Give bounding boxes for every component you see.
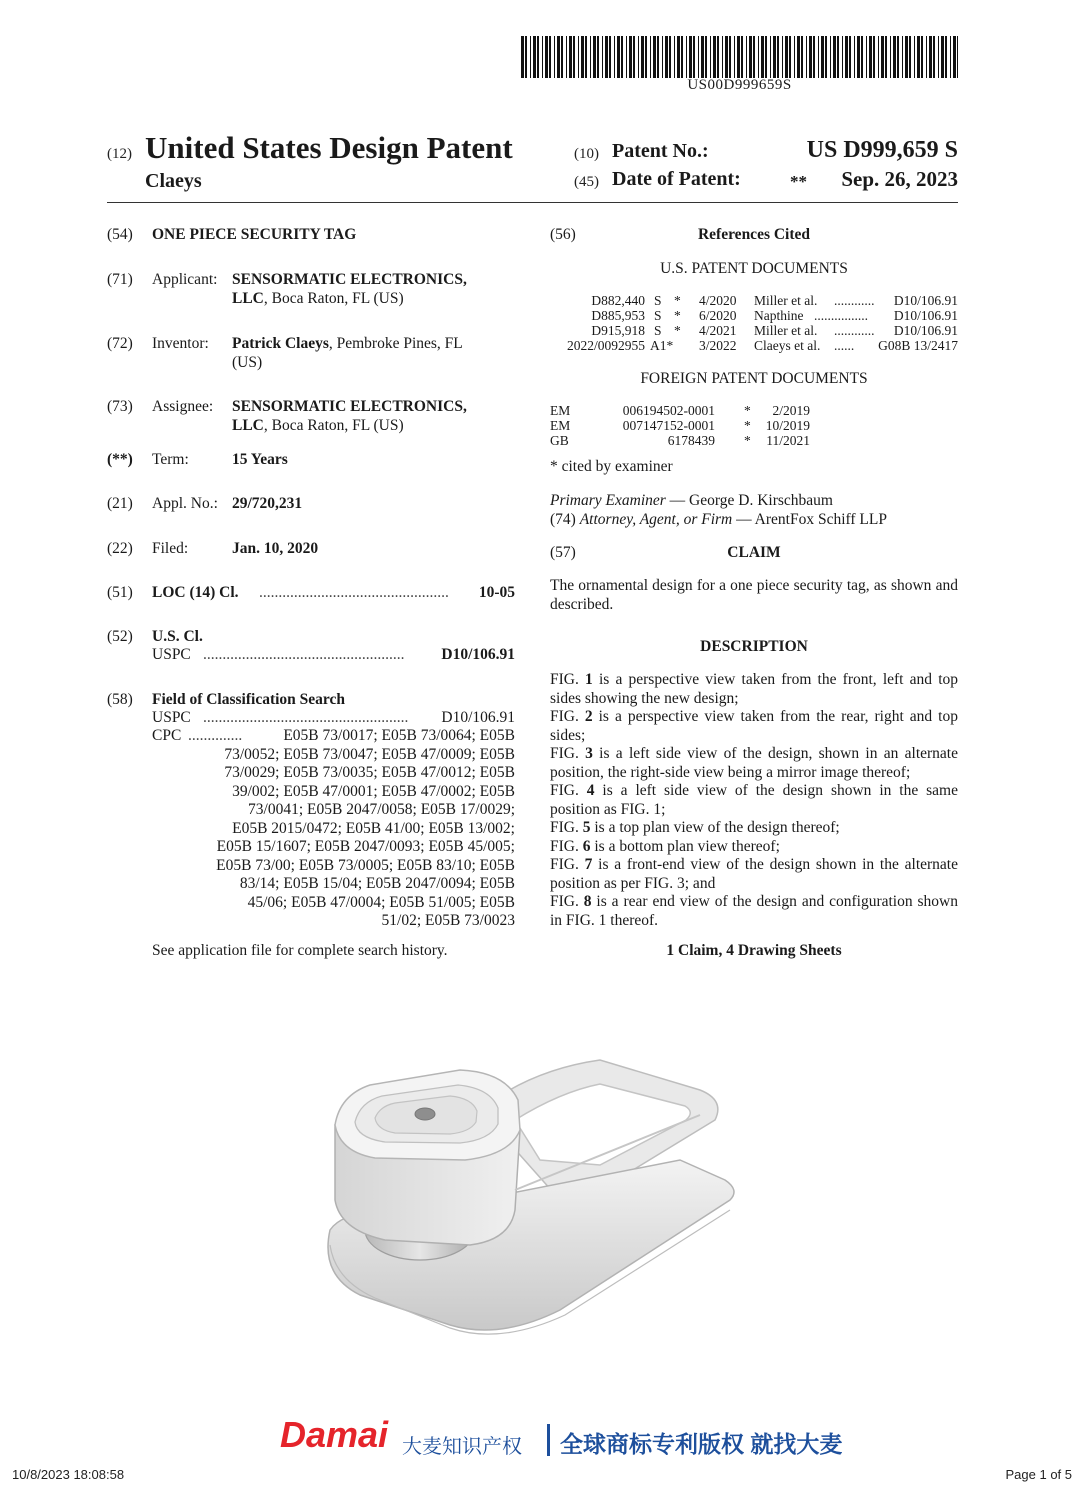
fig-text: is a bottom plan view thereof; <box>590 837 780 855</box>
foreign-star: * <box>744 433 751 448</box>
barcode-bar <box>614 36 615 78</box>
page-indicator: Page 1 of 5 <box>1005 1467 1072 1482</box>
foreign-ref-row <box>550 433 958 448</box>
cpc-list <box>187 727 515 931</box>
barcode-bar <box>929 36 932 78</box>
barcode-bar <box>617 36 620 78</box>
barcode-bar <box>866 36 867 78</box>
ref-date: 4/2021 <box>699 323 737 338</box>
inventor-location-b: (US) <box>232 353 263 371</box>
uspc-label: USPC <box>152 646 191 663</box>
cpc-line: 83/14; E05B 15/04; E05B 2047/0094; E05B <box>239 875 515 892</box>
barcode-bar <box>818 36 819 78</box>
assignee-name-b: LLC <box>232 416 264 434</box>
inventor-label: Inventor: <box>152 335 209 352</box>
barcode-bar <box>530 36 531 78</box>
fig-description <box>550 893 958 930</box>
applicant-location: , Boca Raton, FL (US) <box>263 289 404 307</box>
barcode-bar <box>777 36 779 78</box>
ref-class: D10/106.91 <box>893 323 958 338</box>
foreign-country: GB <box>550 433 569 448</box>
foreign-ref-row <box>550 418 958 433</box>
code-12: (12) <box>107 146 132 162</box>
barcode-bar <box>926 36 927 78</box>
barcode-bar <box>953 36 956 78</box>
foreign-star: * <box>744 403 751 418</box>
barcode-bar <box>713 36 716 78</box>
barcode-bar <box>585 36 587 78</box>
print-timestamp: 10/8/2023 18:08:58 <box>12 1467 125 1482</box>
claims-summary: 1 Claim, 4 Drawing Sheets <box>666 942 842 959</box>
barcode-bar <box>573 36 575 78</box>
code-10: (10) <box>574 146 599 162</box>
barcode-bar <box>698 36 699 78</box>
code-51: (51) <box>107 584 133 601</box>
applicant-value <box>232 271 517 308</box>
barcode-bar <box>662 36 663 78</box>
barcode-bar <box>669 36 671 78</box>
code-73: (73) <box>107 398 133 415</box>
barcode-bar <box>905 36 908 78</box>
uspc-value: D10/106.91 <box>441 646 515 663</box>
fig-prefix: FIG. <box>550 708 585 725</box>
inventor-surname: Claeys <box>145 170 202 192</box>
cpc-line: 51/02; E05B 73/0023 <box>381 912 515 929</box>
appl-no-label: Appl. No.: <box>152 495 218 512</box>
barcode-bar <box>773 36 776 78</box>
ref-doc: D885,953 <box>591 308 645 323</box>
claim-heading-row <box>550 544 958 563</box>
cpc-line: E05B 73/0017; E05B 73/0064; E05B <box>283 727 515 744</box>
barcode-bar <box>633 36 635 78</box>
cited-by-examiner-note: * cited by examiner <box>550 458 673 475</box>
foreign-doc: 006194502-0001 <box>622 403 715 418</box>
barcode-bar <box>885 36 887 78</box>
fig-description <box>550 782 958 819</box>
search-uspc-value: D10/106.91 <box>441 709 515 726</box>
foreign-ref-row <box>550 403 958 418</box>
brand-divider <box>547 1424 550 1456</box>
filed-label: Filed: <box>152 540 189 557</box>
patent-date: Sep. 26, 2023 <box>841 167 958 191</box>
applicant-label: Applicant: <box>152 271 218 288</box>
fig-number: 4 <box>586 782 595 799</box>
barcode-bar <box>917 36 920 78</box>
barcode-bar <box>869 36 872 78</box>
fig-prefix: FIG. <box>550 671 586 688</box>
barcode-bar <box>809 36 812 78</box>
barcode-bar <box>590 36 591 78</box>
us-docs-heading: U.S. PATENT DOCUMENTS <box>660 260 848 277</box>
ref-dots: ............ <box>834 293 875 308</box>
ref-name: Miller et al. <box>754 293 818 308</box>
barcode-bar <box>701 36 704 78</box>
barcode-bar <box>533 36 536 78</box>
foreign-doc: 007147152-0001 <box>622 418 715 433</box>
barcode <box>521 36 958 78</box>
barcode-bar <box>638 36 639 78</box>
foreign-docs-heading: FOREIGN PATENT DOCUMENTS <box>640 370 868 387</box>
search-uspc-dots: ..................................................... <box>203 709 409 726</box>
barcode-bar <box>686 36 687 78</box>
references-cited-title: References Cited <box>697 226 811 243</box>
code-21: (21) <box>107 495 133 512</box>
ref-star: * <box>674 323 681 338</box>
barcode-bar <box>549 36 551 78</box>
fig-description <box>550 856 958 893</box>
barcode-bar <box>681 36 683 78</box>
ref-date: 4/2020 <box>699 293 737 308</box>
fig-text: is a rear end view of the design and configuration shown in FIG. 1 thereof. <box>550 893 958 929</box>
patent-number: US D999,659 S <box>806 137 958 163</box>
barcode-bar <box>893 36 896 78</box>
damai-logo <box>280 1414 388 1456</box>
barcode-bar <box>521 36 524 78</box>
barcode-bar <box>890 36 891 78</box>
barcode-bar <box>789 36 791 78</box>
cpc-line: 39/002; E05B 47/0001; E05B 47/0002; E05B <box>232 782 515 800</box>
ref-date: 6/2020 <box>699 308 737 323</box>
loc-value: 10-05 <box>478 584 515 601</box>
search-uspc-label: USPC <box>152 709 191 726</box>
barcode-bar <box>621 36 623 78</box>
barcode-bar <box>557 36 560 78</box>
barcode-bar <box>813 36 815 78</box>
barcode-bar <box>677 36 680 78</box>
barcode-bar <box>593 36 596 78</box>
barcode-bar <box>945 36 947 78</box>
barcode-bar <box>578 36 579 78</box>
barcode-bar <box>749 36 752 78</box>
term-label: Term: <box>152 451 189 468</box>
barcode-bar <box>554 36 555 78</box>
foreign-date: 2/2019 <box>772 403 810 418</box>
barcode-bar <box>605 36 608 78</box>
attorney-value: — ArentFox Schiff LLP <box>732 511 887 528</box>
cpc-line: E05B 15/1607; E05B 2047/0093; E05B 45/005; <box>216 838 515 855</box>
ref-class: G08B 13/2417 <box>878 338 958 353</box>
ref-dots: ............ <box>834 323 875 338</box>
us-cl-label: U.S. Cl. <box>152 628 203 645</box>
barcode-bar <box>909 36 911 78</box>
barcode-bar <box>857 36 860 78</box>
barcode-bar <box>753 36 755 78</box>
barcode-bar <box>938 36 939 78</box>
barcode-bar <box>821 36 824 78</box>
assignee-location: , Boca Raton, FL (US) <box>263 416 404 434</box>
barcode-bar <box>650 36 651 78</box>
barcode-bar <box>602 36 603 78</box>
cpc-line: 73/0029; E05B 73/0035; E05B 47/0012; E05B <box>224 764 515 781</box>
ref-class: D10/106.91 <box>893 308 958 323</box>
code-45: (45) <box>574 174 599 190</box>
barcode-bar <box>741 36 743 78</box>
fig-description <box>550 819 958 838</box>
brand-chinese-name: 大麦知识产权 <box>402 1436 522 1458</box>
fig-description <box>550 708 958 745</box>
assignee-name-a: SENSORMATIC ELECTRONICS, <box>232 398 467 415</box>
fig-prefix: FIG. <box>550 819 583 836</box>
fig-prefix: FIG. <box>550 745 586 762</box>
fig-number: 8 <box>583 893 592 910</box>
foreign-star: * <box>744 418 751 433</box>
ref-kind: A1* <box>650 338 674 353</box>
foreign-date: 10/2019 <box>765 418 810 433</box>
foreign-doc: 6178439 <box>667 433 715 448</box>
code-72: (72) <box>107 335 133 352</box>
code-56: (56) <box>550 226 576 243</box>
ref-name: Napthine <box>754 308 804 323</box>
description-list <box>550 671 958 930</box>
loc-leader-dots: ................................................. <box>259 584 449 601</box>
fig-number: 6 <box>582 837 591 855</box>
appl-no-value: 29/720,231 <box>232 495 303 512</box>
attorney-label: Attorney, Agent, or Firm <box>579 511 733 528</box>
code-54: (54) <box>107 226 133 243</box>
barcode-bar <box>770 36 771 78</box>
barcode-bar <box>957 36 958 78</box>
claim-text: The ornamental design for a one piece security tag, as shown and described. <box>550 577 958 613</box>
barcode-bar <box>914 36 915 78</box>
code-71: (71) <box>107 271 133 288</box>
barcode-bar <box>806 36 807 78</box>
barcode-bar <box>705 36 707 78</box>
term-value: 15 Years <box>232 451 288 468</box>
ref-dots: ................ <box>814 308 868 323</box>
barcode-bar <box>761 36 764 78</box>
ref-dots: ...... <box>834 338 855 353</box>
inventor-name: Patrick Claeys <box>232 335 329 352</box>
barcode-bar <box>710 36 711 78</box>
barcode-bar <box>849 36 851 78</box>
ref-kind: S <box>654 293 662 308</box>
cpc-line: E05B 2015/0472; E05B 41/00; E05B 13/002; <box>232 819 515 837</box>
ref-star: * <box>674 293 681 308</box>
barcode-bar <box>921 36 923 78</box>
fig-prefix: FIG. <box>550 893 584 910</box>
cpc-line: E05B 73/00; E05B 73/0005; E05B 83/10; E05B <box>216 856 515 874</box>
uspc-leader-dots: .................................................... <box>203 646 405 663</box>
barcode-bar <box>725 36 728 78</box>
fig-text: is a top plan view of the design thereof; <box>590 819 840 836</box>
primary-examiner-name: — George D. Kirschbaum <box>665 492 833 509</box>
code-57: (57) <box>550 544 576 561</box>
barcode-bar <box>830 36 831 78</box>
fig-prefix: FIG. <box>550 782 587 799</box>
date-label: Date of Patent: <box>612 168 741 190</box>
barcode-bar <box>825 36 827 78</box>
inventor-location-a: , Pembroke Pines, FL <box>328 335 463 352</box>
barcode-bar <box>758 36 759 78</box>
fig-description <box>550 838 958 857</box>
loc-label: LOC (14) Cl. <box>152 584 239 601</box>
search-history-note: See application file for complete search history. <box>152 942 448 959</box>
barcode-bar <box>581 36 584 78</box>
design-title: ONE PIECE SECURITY TAG <box>152 226 357 243</box>
us-ref-row <box>550 338 958 353</box>
barcode-number: US00D999659S <box>687 77 792 93</box>
barcode-bar <box>674 36 675 78</box>
barcode-bar <box>785 36 788 78</box>
barcode-bar <box>525 36 527 78</box>
barcode-bar <box>941 36 944 78</box>
cpc-line: 73/0052; E05B 73/0047; E05B 47/0009; E05B <box>224 745 515 763</box>
fig-number: 1 <box>585 671 593 688</box>
barcode-bar <box>873 36 875 78</box>
patent-no-label: Patent No.: <box>612 140 709 162</box>
brand-name: Damai <box>280 1414 389 1455</box>
barcode-bar <box>665 36 668 78</box>
field-search-label: Field of Classification Search <box>152 691 346 708</box>
fig-number: 2 <box>584 708 593 725</box>
ref-name: Claeys et al. <box>754 338 821 353</box>
primary-examiner-label: Primary Examiner <box>550 492 666 509</box>
cpc-leader-dots: .............. <box>188 727 243 744</box>
primary-examiner <box>550 492 958 511</box>
fig-text: is a left side view of the design, shown in an alternate position, the right-side view being a mirror image thereof; <box>550 745 958 781</box>
barcode-bar <box>653 36 656 78</box>
barcode-bar <box>897 36 899 78</box>
foreign-country: EM <box>550 403 571 418</box>
fig-prefix: FIG. <box>550 856 585 873</box>
barcode-bar <box>902 36 903 78</box>
cpc-line: 73/0041; E05B 2047/0058; E05B 17/0029; <box>248 801 515 818</box>
attorney <box>550 511 958 530</box>
ref-doc: D915,918 <box>591 323 645 338</box>
barcode-bar <box>626 36 627 78</box>
code-term: (**) <box>107 451 133 468</box>
ref-class: D10/106.91 <box>893 293 958 308</box>
claim-title: CLAIM <box>727 544 781 561</box>
us-ref-row <box>550 308 958 323</box>
barcode-bar <box>561 36 563 78</box>
fig-number: 3 <box>585 745 593 762</box>
barcode-bar <box>689 36 692 78</box>
document-title: United States Design Patent <box>145 130 513 165</box>
fig-text: is a front-end view of the design shown in the alternate position as per FIG. 3; and <box>550 856 958 892</box>
header-divider <box>107 202 958 203</box>
fig-text: is a left side view of the design shown in the same position as FIG. 1; <box>550 782 958 818</box>
barcode-bar <box>933 36 935 78</box>
barcode-bar <box>737 36 740 78</box>
applicant-name-a: SENSORMATIC ELECTRONICS, <box>232 271 467 288</box>
code-52: (52) <box>107 628 133 645</box>
foreign-country: EM <box>550 418 571 433</box>
barcode-bar <box>609 36 611 78</box>
ref-star: * <box>674 308 681 323</box>
barcode-bar <box>645 36 647 78</box>
code-22: (22) <box>107 540 133 557</box>
barcode-bar <box>878 36 879 78</box>
barcode-bar <box>854 36 855 78</box>
barcode-bar <box>765 36 767 78</box>
fig-number: 7 <box>584 856 593 873</box>
barcode-bar <box>722 36 723 78</box>
ref-name: Miller et al. <box>754 323 818 338</box>
cpc-line: 45/06; E05B 47/0004; E05B 51/005; E05B <box>247 893 515 911</box>
cpc-label: CPC <box>152 727 182 744</box>
barcode-bar <box>837 36 839 78</box>
fig-prefix: FIG. <box>550 837 583 855</box>
barcode-bar <box>950 36 951 78</box>
code-74: (74) <box>550 511 576 528</box>
code-58: (58) <box>107 691 133 708</box>
barcode-bar <box>629 36 632 78</box>
fig-text: is a perspective view taken from the front, left and top sides showing the new design; <box>550 671 958 707</box>
applicant-name-b: LLC <box>232 289 264 307</box>
barcode-bar <box>881 36 884 78</box>
fig-description <box>550 671 958 708</box>
assignee-value <box>232 398 517 435</box>
foreign-date: 11/2021 <box>766 433 810 448</box>
barcode-bar <box>801 36 803 78</box>
fig-text: is a perspective view taken from the rear, right and top sides; <box>550 708 958 744</box>
inventor-value <box>232 335 517 372</box>
ref-doc: D882,440 <box>591 293 645 308</box>
references-heading-row <box>550 226 958 245</box>
barcode-bar <box>794 36 795 78</box>
barcode-bar <box>657 36 659 78</box>
date-stars: ** <box>790 172 807 191</box>
barcode-bar <box>542 36 543 78</box>
assignee-label: Assignee: <box>152 398 214 415</box>
ref-date: 3/2022 <box>699 338 737 353</box>
fig-description <box>550 745 958 782</box>
barcode-bar <box>569 36 572 78</box>
ref-kind: S <box>654 308 662 323</box>
barcode-bar <box>693 36 695 78</box>
barcode-bar <box>729 36 731 78</box>
barcode-bar <box>545 36 548 78</box>
barcode-bar <box>746 36 747 78</box>
fig-number: 5 <box>582 819 591 836</box>
barcode-bar <box>833 36 836 78</box>
us-ref-row <box>550 293 958 308</box>
barcode-bar <box>566 36 567 78</box>
brand-slogan: 全球商标专利版权 就找大麦 <box>560 1431 843 1457</box>
description-title: DESCRIPTION <box>700 638 808 655</box>
barcode-bar <box>537 36 539 78</box>
barcode-bar <box>782 36 783 78</box>
barcode-bar <box>842 36 843 78</box>
filed-value: Jan. 10, 2020 <box>232 540 319 557</box>
barcode-bar <box>641 36 644 78</box>
barcode-bar <box>717 36 719 78</box>
barcode-bar <box>597 36 599 78</box>
barcode-bar <box>845 36 848 78</box>
ref-kind: S <box>654 323 662 338</box>
barcode-bar <box>797 36 800 78</box>
security-tag-drawing <box>300 1040 740 1350</box>
barcode-bar <box>861 36 863 78</box>
ref-doc: 2022/0092955 <box>566 338 645 353</box>
us-ref-row <box>550 323 958 338</box>
barcode-bar <box>734 36 735 78</box>
